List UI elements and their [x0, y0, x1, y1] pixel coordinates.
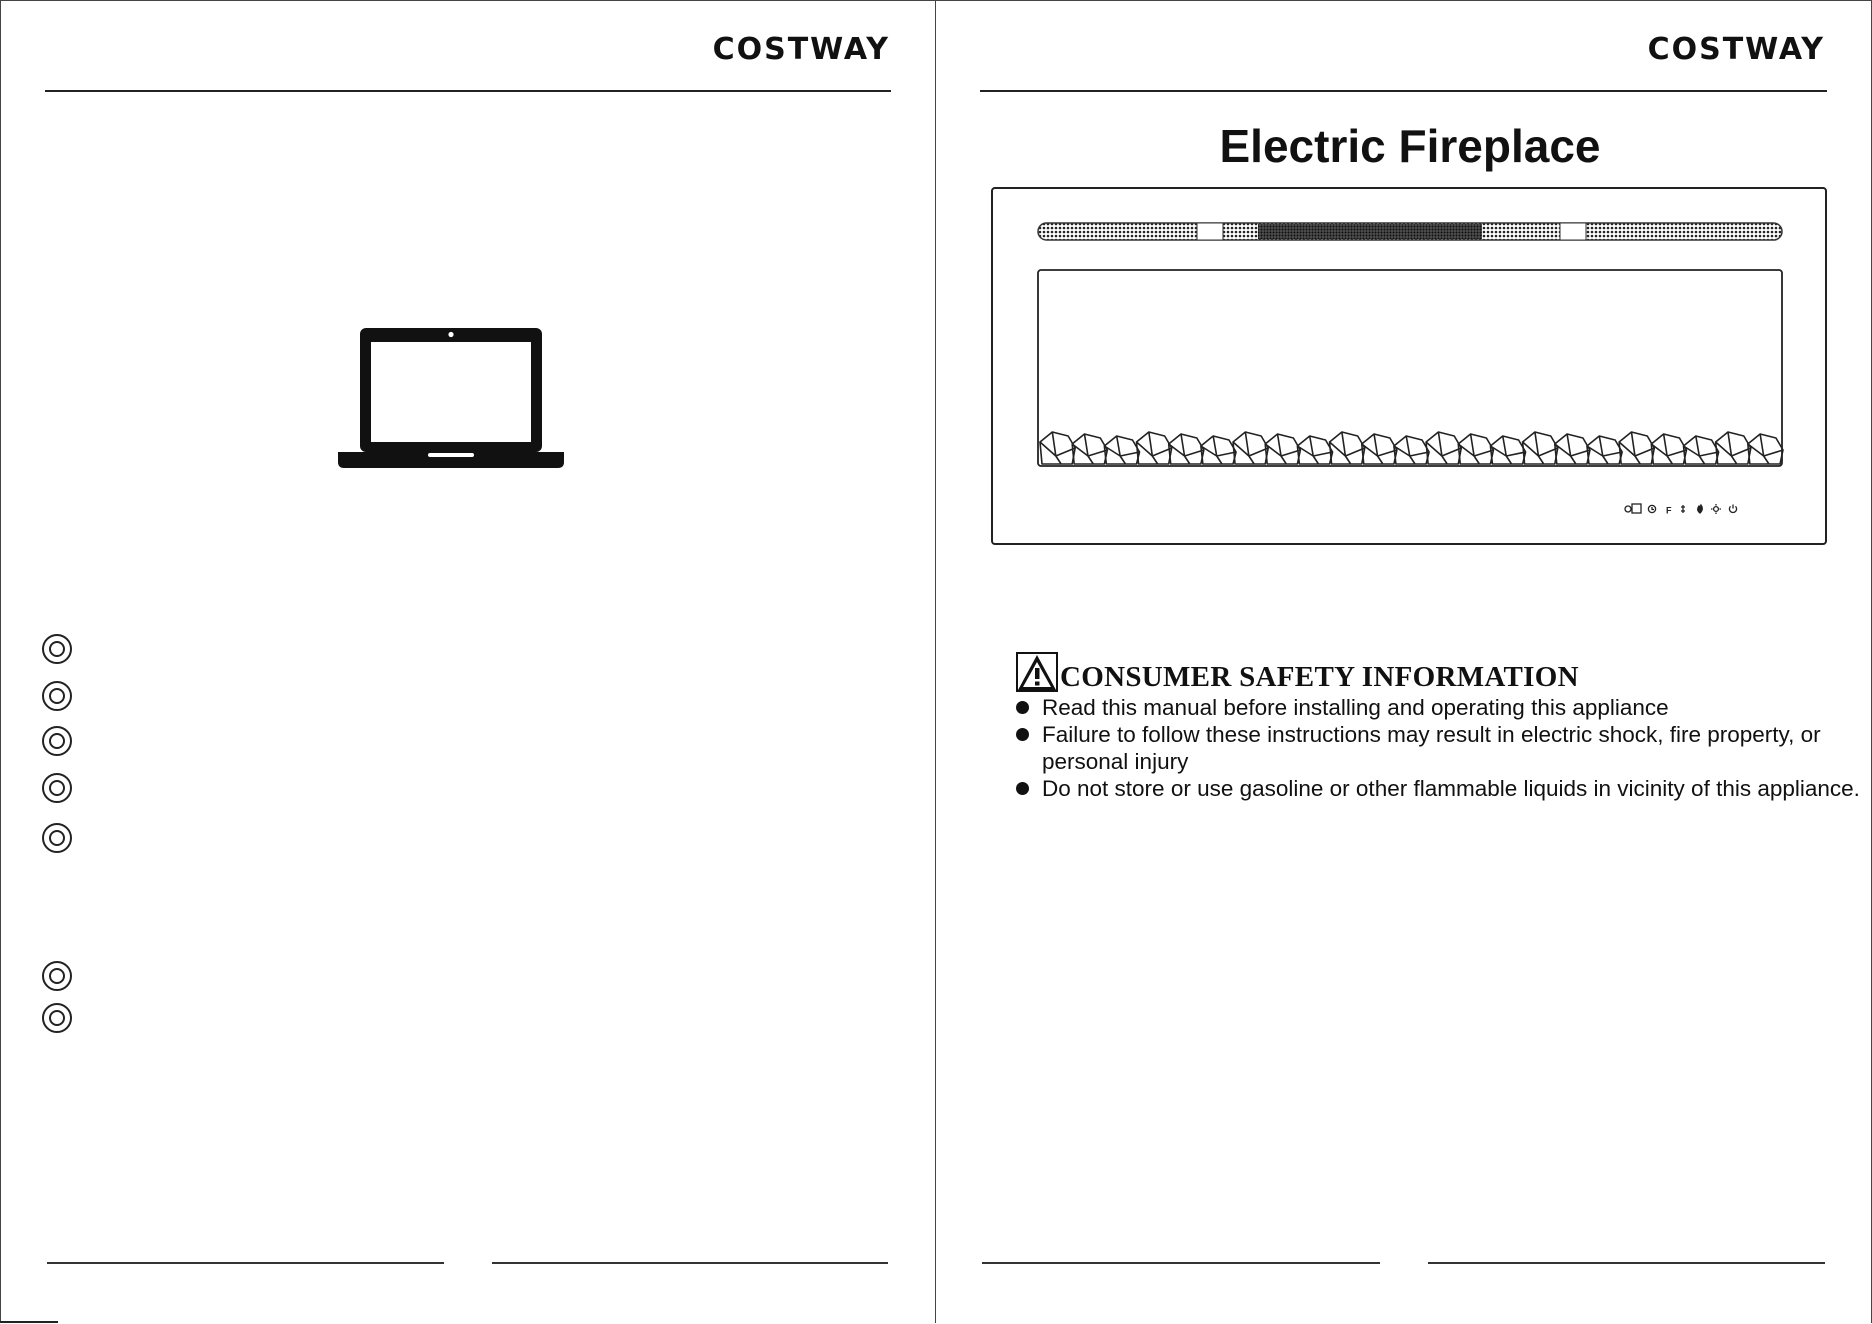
header-rule-left — [45, 90, 891, 92]
brand-logo-right: COSTWAY — [1647, 32, 1825, 67]
brand-logo-left: COSTWAY — [712, 32, 890, 67]
footer-rule-left-a — [47, 1262, 444, 1264]
safety-item: Failure to follow these instructions may result in electric shock, fire property, or personal injury — [1014, 721, 1864, 775]
safety-heading: CONSUMER SAFETY INFORMATION — [1060, 661, 1579, 693]
page-corner-mark — [0, 1321, 58, 1323]
list-marker-1 — [42, 634, 72, 664]
list-marker-4 — [42, 773, 72, 803]
footer-rule-left-b — [492, 1262, 888, 1264]
header-rule-right — [980, 90, 1827, 92]
list-marker-6 — [42, 961, 72, 991]
warning-triangle-icon — [1016, 652, 1058, 692]
fireplace-illustration — [990, 186, 1828, 548]
left-page — [0, 0, 935, 1323]
list-marker-2 — [42, 681, 72, 711]
safety-list — [1014, 694, 1864, 802]
list-marker-3 — [42, 726, 72, 756]
page-title: Electric Fireplace — [1219, 120, 1601, 172]
safety-item: Do not store or use gasoline or other flammable liquids in vicinity of this appliance. — [1014, 775, 1864, 802]
safety-header — [1016, 652, 1579, 692]
list-marker-7 — [42, 1003, 72, 1033]
safety-item: Read this manual before installing and operating this appliance — [1014, 694, 1864, 721]
footer-rule-right-a — [982, 1262, 1380, 1264]
laptop-icon — [338, 326, 564, 470]
flame-icon — [1698, 505, 1703, 513]
list-marker-5 — [42, 823, 72, 853]
fahrenheit-icon: F — [1666, 505, 1672, 516]
footer-rule-right-b — [1428, 1262, 1825, 1264]
